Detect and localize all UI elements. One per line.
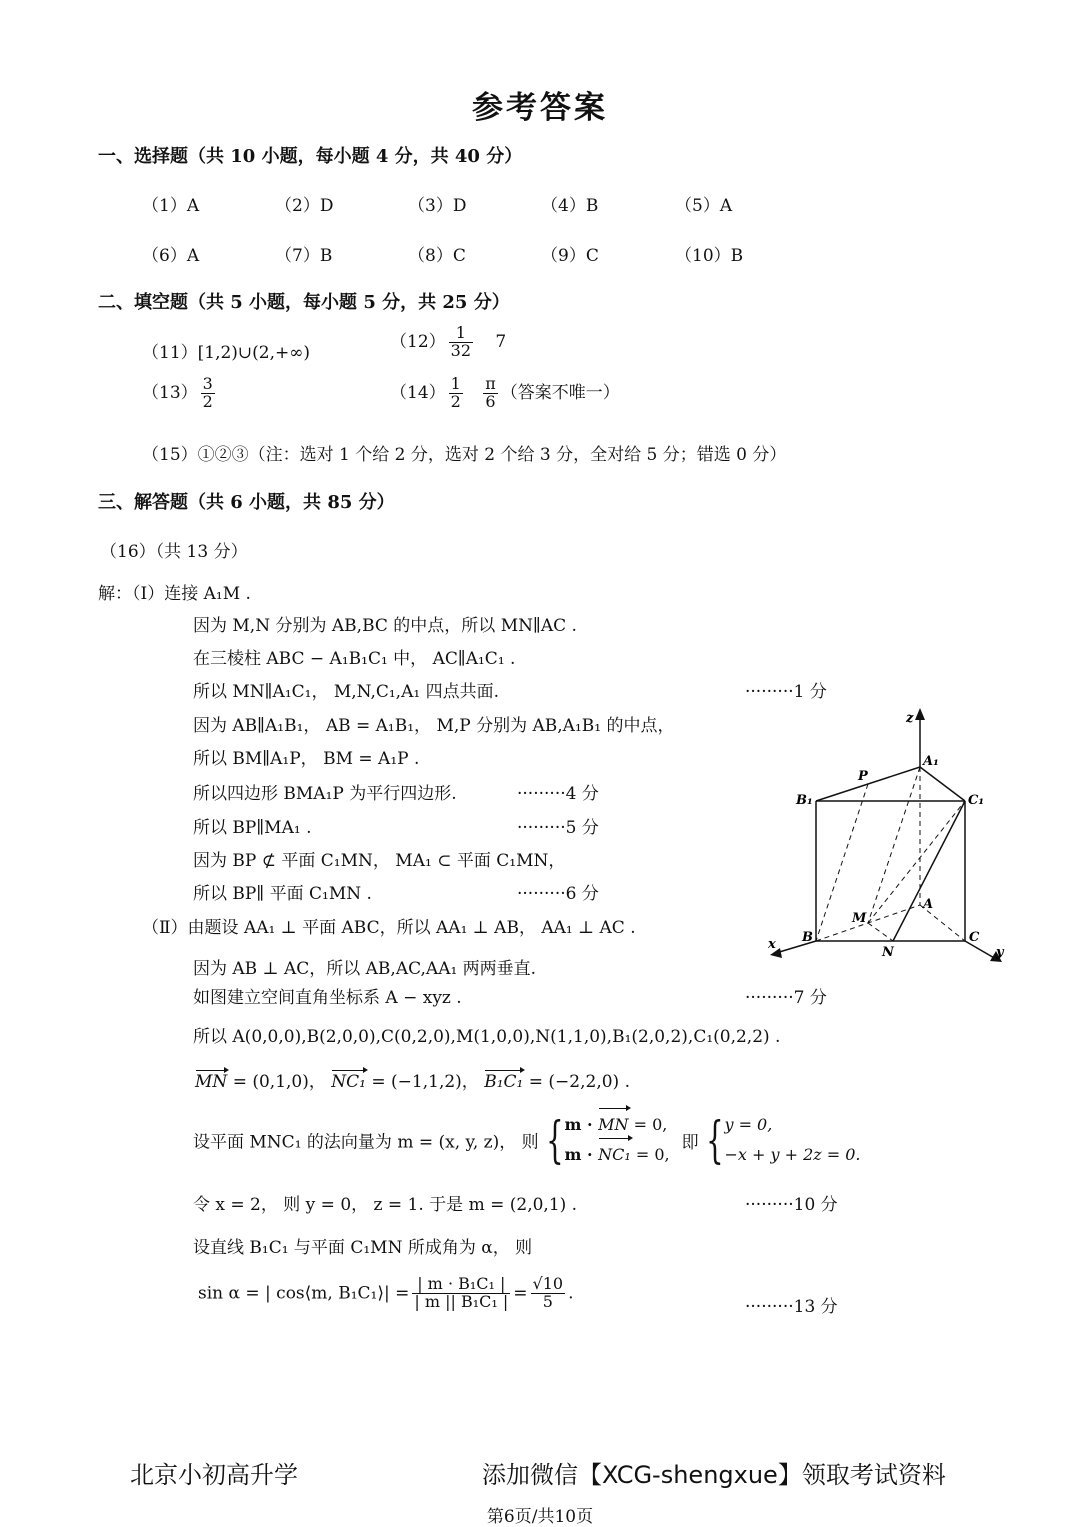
prism-figure — [760, 700, 1020, 970]
score-mark: ·········7 分 — [745, 988, 827, 1008]
left-brace-icon: { — [545, 1111, 564, 1169]
label-x: x — [768, 937, 776, 952]
normal-vector-system: 设平面 MNC₁ 的法向量为 m = (x, y, z)， 则 { m · MN = 0, m · NC₁ = 0, 即 { y = 0, −x + y + 2z = 0. — [193, 1111, 861, 1169]
solution-line: 如图建立空间直角坐标系 A − xyz . — [193, 988, 462, 1008]
section-fill-heading: 二、填空题（共 5 小题，每小题 5 分，共 25 分） — [98, 292, 510, 313]
edge-c1-n — [893, 801, 965, 941]
answer-6: （6）A — [142, 246, 200, 266]
fraction: $\frac{\pi}{6}$ — [485, 374, 496, 411]
solution-line: （Ⅱ）由题设 AA₁ ⊥ 平面 ABC，所以 AA₁ ⊥ AB， AA₁ ⊥ AC . — [142, 918, 636, 938]
axis-arrows — [770, 708, 1002, 962]
score-mark: ·········5 分 — [517, 818, 599, 838]
label-b1: B₁ — [796, 793, 813, 808]
section-solve-heading: 三、解答题（共 6 小题，共 85 分） — [98, 492, 395, 513]
footer-right-text: 添加微信【XCG-shengxue】领取考试资料 — [482, 1461, 946, 1489]
answer-14: （14） $\frac{1}{2}$ $\frac{\pi}{6}$ （答案不唯一） — [390, 374, 620, 411]
solution-line: 所以四边形 BMA₁P 为平行四边形. — [193, 784, 457, 804]
solution-line: 所以 MN∥A₁C₁， M,N,C₁,A₁ 四点共面. — [193, 682, 499, 702]
solution-line: 在三棱柱 ABC − A₁B₁C₁ 中， AC∥A₁C₁ . — [193, 649, 516, 669]
answer-10: （10）B — [675, 246, 744, 266]
solution-line: 令 x = 2， 则 y = 0， z = 1. 于是 m = (2,0,1) . — [193, 1195, 578, 1215]
label-b: B — [802, 930, 813, 945]
answer-12: （12） $\frac{1}{32}$ 7 — [390, 323, 507, 360]
solution-line: 所以 BP∥MA₁ . — [193, 818, 312, 838]
solution-line: 解：（Ⅰ）连接 A₁M . — [98, 584, 251, 604]
answer-2: （2）D — [275, 196, 334, 216]
sin-formula: sin α = | cos⟨m, B₁C₁⟩| = $\frac{\text{| m · B₁C₁ |}}{\text{| m || B₁C₁ |}}$ = $\frac{√10}{5}$ . — [198, 1274, 574, 1311]
solution-line: 因为 AB∥A₁B₁， AB = A₁B₁， M,P 分别为 AB,A₁B₁ 的中点， — [193, 716, 675, 736]
answer-9: （9）C — [541, 246, 599, 266]
solution-line: 设直线 B₁C₁ 与平面 C₁MN 所成角为 α， 则 — [193, 1238, 533, 1258]
solution-line: 因为 M,N 分别为 AB,BC 的中点，所以 MN∥AC . — [193, 616, 577, 636]
fraction: $\frac{√10}{5}$ — [532, 1274, 564, 1311]
answer-5: （5）A — [675, 196, 733, 216]
page-number: 第6页/共10页 — [486, 1507, 594, 1527]
section-choice-heading: 一、选择题（共 10 小题，每小题 4 分，共 40 分） — [98, 146, 523, 167]
answer-11: （11）[1,2)∪(2,+∞) — [142, 343, 311, 363]
vector-values: MN = (0,1,0)， NC₁ = (−1,1,2)， B₁C₁ = (−2,2,0) . — [195, 1072, 630, 1092]
solution-line: 所以 BM∥A₁P， BM = A₁P . — [193, 749, 420, 769]
answer-4: （4）B — [541, 196, 599, 216]
page-title: 参考答案 — [472, 90, 608, 126]
solution-line: 所以 BP∥ 平面 C₁MN . — [193, 884, 372, 904]
fraction: $\frac{1}{32}$ — [450, 323, 471, 360]
label-y: y — [996, 945, 1004, 960]
label-a1: A₁ — [923, 754, 939, 769]
score-mark: ·········4 分 — [517, 784, 599, 804]
label-c1: C₁ — [968, 793, 985, 808]
label-p: P — [858, 769, 868, 784]
fraction: $\frac{1}{2}$ — [450, 374, 461, 411]
prism-edges — [776, 714, 996, 959]
segment-m-c1 — [868, 801, 965, 923]
label-c: C — [969, 930, 980, 945]
answer-8: （8）C — [408, 246, 466, 266]
answer-3: （3）D — [408, 196, 467, 216]
score-mark: ·········10 分 — [745, 1195, 838, 1215]
score-mark: ·········13 分 — [745, 1297, 838, 1317]
score-mark: ·········6 分 — [517, 884, 599, 904]
left-brace-icon: { — [705, 1111, 724, 1169]
label-a: A — [923, 897, 934, 912]
q16-heading: （16）（共 13 分） — [100, 542, 248, 562]
answer-13: （13） $\frac{3}{2}$ — [142, 374, 213, 411]
fraction: $\frac{\text{| m · B₁C₁ |}}{\text{| m || B₁C₁ |}}$ — [414, 1274, 509, 1311]
fraction: $\frac{3}{2}$ — [202, 374, 213, 411]
answer-1: （1）A — [142, 196, 200, 216]
score-mark: ·········1 分 — [745, 682, 827, 702]
segment-m-n — [868, 923, 893, 941]
answer-15: （15）①②③（注：选对 1 个给 2 分，选对 2 个给 3 分，全对给 5 分；错选 0 分） — [142, 445, 787, 465]
label-z: z — [906, 711, 914, 726]
footer-left-text: 北京小初高升学 — [130, 1461, 298, 1489]
edge-a1-c1 — [920, 767, 965, 801]
segment-a1-m — [868, 767, 920, 923]
solution-line: 因为 AB ⊥ AC，所以 AB,AC,AA₁ 两两垂直. — [193, 959, 537, 979]
solution-line: 因为 BP ⊄ 平面 C₁MN， MA₁ ⊂ 平面 C₁MN， — [193, 851, 566, 871]
label-m: M — [852, 911, 867, 926]
solution-line: 所以 A(0,0,0),B(2,0,0),C(0,2,0),M(1,0,0),N(1,1,0),B₁(2,0,2),C₁(0,2,2) . — [193, 1027, 781, 1047]
z-arrow-icon — [915, 708, 925, 720]
label-n: N — [882, 945, 894, 960]
answer-7: （7）B — [275, 246, 333, 266]
